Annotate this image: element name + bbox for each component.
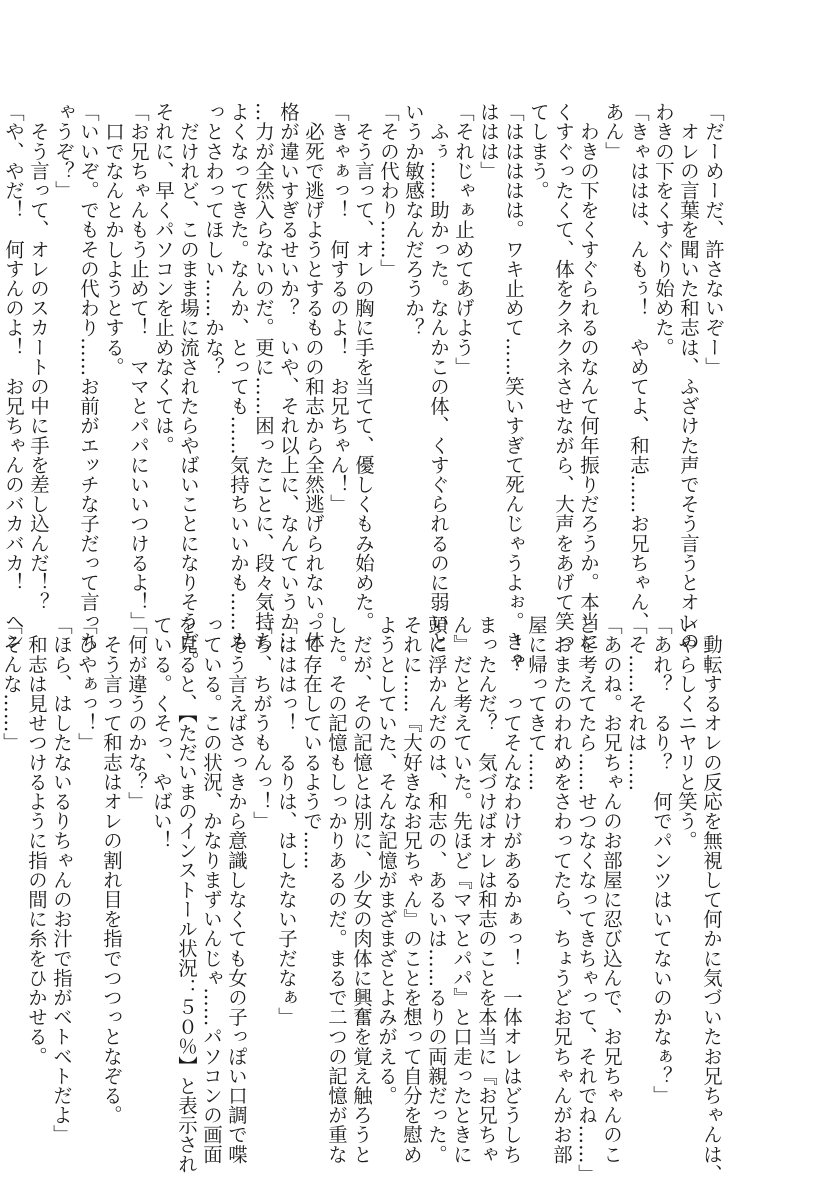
text-line: 「はははっ！ るりは、はしたない子だなぁ」	[275, 615, 298, 1027]
text-line: …力が全然入らないのだ。更に……困ったことに、段々気持ち	[252, 102, 275, 651]
text-line: 「お兄ちゃんもう止めて！ ママとパパにいいつけるよ！」	[127, 102, 150, 632]
text-line: それに、早くパソコンを止めなくては。	[152, 102, 175, 455]
text-line: 「ち、ちがうもんっ！」	[250, 615, 273, 831]
text-line: 口でなんとかしようとする。	[102, 102, 125, 377]
text-line: わきの下をくすぐり始めた。	[652, 102, 675, 357]
text-line: てしまう。	[527, 102, 550, 200]
text-line: した。その記憶もしっかりあるのだ。まるで二つの記憶が重な	[325, 615, 348, 1164]
text-line: そう言って、オレの胸に手を当てて、優しくもみ始めた。	[352, 102, 375, 632]
text-line: いやらしくニヤリと笑う。	[675, 615, 698, 851]
text-line: 「そんな……」	[0, 615, 23, 753]
text-line: 「きゃぁっ！ 何するのよ！ お兄ちゃん！」	[327, 102, 350, 514]
text-line: ん』だと考えていた。先ほど『ママとパパ』と口走ったときに	[450, 615, 473, 1164]
text-line: 「その代わり……」	[377, 102, 400, 279]
text-line: おまたのわれめをさわってたら、ちょうどお兄ちゃんがお部	[550, 615, 573, 1164]
text-line: ようとしていた、そんな記憶がまざまざとよみがえる。	[375, 615, 398, 1105]
upper-text-block	[2, 102, 726, 671]
text-line: 「あのね。お兄ちゃんのお部屋に忍び込んで、お兄ちゃんのこ	[600, 615, 623, 1164]
text-line: ！？ ってそんなわけがあるかぁっ！ 一体オレはどうしち	[500, 615, 523, 1164]
text-line: くすぐったくて、体をクネクネさせながら、大声をあげて笑っ	[552, 102, 575, 651]
text-line: 「いいぞ。でもその代わり……お前がエッチな子だって言っち	[77, 102, 100, 651]
text-line: 「何が違うのかな？」	[125, 615, 148, 811]
lower-text-block	[0, 615, 724, 1183]
text-line: 「ほら、はしたないるりちゃんのお汁で指がベトベトだよ」	[50, 615, 73, 1145]
text-line: オレの言葉を聞いた和志は、ふざけた声でそう言うとオレの	[677, 102, 700, 651]
text-line: ている。くそっ、やばい！	[150, 615, 173, 851]
text-line: いうか敏感なんだろうか？	[402, 102, 425, 338]
text-line: とを考えてたら……せつなくなってきちゃって、それでね……」	[575, 615, 598, 1183]
text-line: 格が違いすぎるせいか？ いや、それ以上に、なんていうか…	[277, 102, 300, 651]
text-line: そう言えばさっきから意識しなくても女の子っぽい口調で喋	[225, 615, 248, 1164]
text-line: 「それじゃぁ止めてあげよう」	[452, 102, 475, 377]
text-line: を見ると、【ただいまのインストール状況：５０％】と表示され	[175, 615, 198, 1174]
text-line: そう言って、オレのスカートの中に手を差し込んだ！？	[27, 102, 50, 612]
text-line: それに……『大好きなお兄ちゃん』のことを想って自分を慰め	[400, 615, 423, 1164]
text-line: わきの下をくすぐられるのなんて何年振りだろうか。本当に	[577, 102, 600, 651]
text-line: ははは」	[477, 102, 500, 181]
text-line: 頭に浮かんだのは、和志の、あるいは……るりの両親だった。	[425, 615, 448, 1164]
text-line: 必死で逃げようとするものの和志から全然逃げられない。体	[302, 102, 325, 651]
text-line: 「だーめーだ、許さないぞー」	[702, 102, 725, 377]
text-line: 「そ……それは……	[625, 615, 648, 792]
text-line: 屋に帰ってきて……	[525, 615, 548, 792]
text-line: だけれど、このまま場に流されたらやばいことになりそうだ。	[177, 102, 200, 671]
text-line: 「や、やだ！ 何すんのよ！ お兄ちゃんのバカバカ！ ヘン	[2, 102, 25, 651]
text-line: っている。この状況、かなりまずいんじゃ……パソコンの画面	[200, 615, 223, 1164]
text-line: 「きゃははは、んもぅ！ やめてよ、和志……お兄ちゃん、	[627, 102, 650, 632]
text-line: 「あれ？ るり？ 何でパンツはいてないのかなぁ？」	[650, 615, 673, 1105]
text-line: よくなってきた。なんか、とっても……気持ちいいかも……も	[227, 102, 250, 651]
text-line: ゃうぞ？」	[52, 102, 75, 200]
text-line: ふぅ……助かった。なんかこの体、くすぐられるのに弱いと	[427, 102, 450, 651]
text-line: あん」	[602, 102, 625, 161]
text-line: 「ひやぁっ！」	[75, 615, 98, 753]
text-line: だが、その記憶とは別に、少女の肉体に興奮を覚え触ろうと	[350, 615, 373, 1164]
text-line: まったんだ？ 気づけばオレは和志のことを本当に『お兄ちゃ	[475, 615, 498, 1164]
text-line: っとさわってほしい……かな？	[202, 102, 225, 377]
text-line: 和志は見せつけるように指の間に糸をひかせる。	[25, 615, 48, 1066]
text-line: 「ははははは。ワキ止めて……笑いすぎて死んじゃうよぉ。きゃ	[502, 102, 525, 671]
text-line: そう言って和志はオレの割れ目を指でつつっとなぞる。	[100, 615, 123, 1125]
text-line: って存在しているようで……	[300, 615, 323, 870]
text-line: 動転するオレの反応を無視して何かに気づいたお兄ちゃんは、	[700, 615, 723, 1183]
